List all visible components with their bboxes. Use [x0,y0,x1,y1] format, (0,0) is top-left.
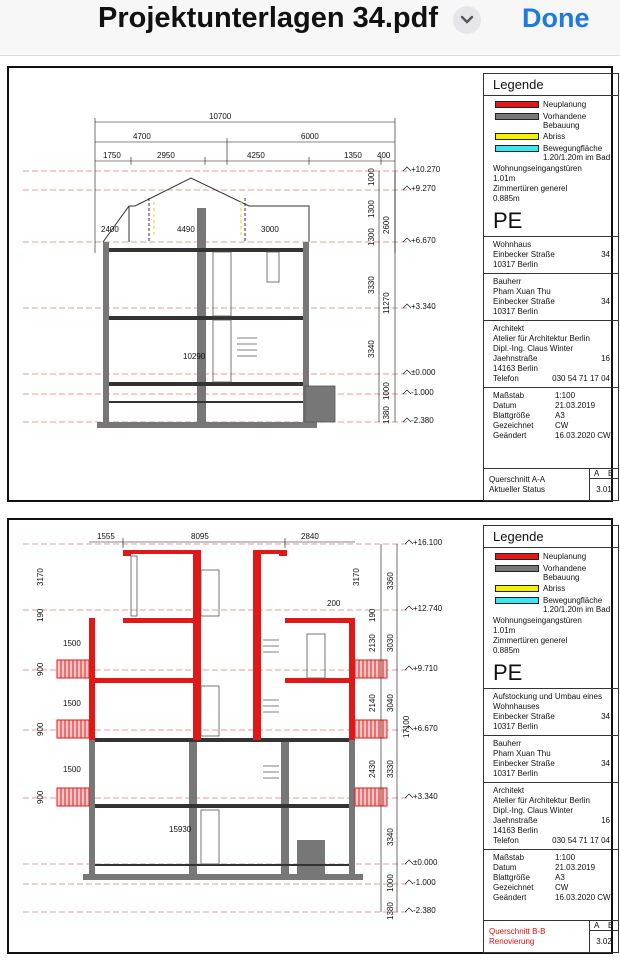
plan-meta-box: Maßstab 1:100 Datum 21.03.2019 Blattgröße A3 Gezeichnet CW Geändert 16.03.2020 CW [484,387,618,444]
svg-text:1380: 1380 [386,902,395,920]
legend-title: Legende [484,74,618,96]
dimension-label: 1300 [367,228,376,246]
drawing-sheet-section-b [7,518,613,954]
level-label: +9.270 [411,184,436,193]
dimension-label: 1555 [97,532,115,541]
legend-title: Legende [484,526,618,548]
level-label: -1.000 [411,388,434,397]
sheet-number: 3.02 [589,931,618,953]
legend-item: Bewegungfläche 1.20/1.20m im Bad [484,144,618,164]
dimension-label: 900 [36,662,45,676]
swatch-grey [495,113,539,120]
dimension-label: 900 [36,790,45,804]
chevron-down-icon [460,15,474,25]
dimension-label: 2600 [382,216,391,234]
sheet-name: Querschnitt B-B Renovierung [489,927,546,946]
title-block: Querschnitt B-B Renovierung A B 3.02 [484,920,618,952]
svg-text:200: 200 [327,599,341,608]
svg-text:3170: 3170 [352,568,361,586]
level-label: -1.000 [413,878,436,887]
dimension-label: 15930 [169,825,192,834]
swatch-yellow [495,133,539,140]
swatch-cyan [495,597,539,604]
level-label: -2.380 [413,906,436,915]
dimension-label: 2950 [157,151,175,160]
dimension-label: 3000 [261,225,279,234]
svg-text:3340: 3340 [386,828,395,846]
title-menu-button[interactable] [453,6,481,34]
pe-mark: PE [493,208,523,233]
level-label: +9.710 [413,664,438,673]
svg-text:3040: 3040 [386,694,395,712]
project-box: Aufstockung und Umbau eines Wohnhauses Einbecker Straße 34 10317 Berlin [484,688,618,735]
legend-item: Vorhandene Bebauung [484,112,618,132]
dimension-label: 4490 [177,225,195,234]
svg-text:3360: 3360 [386,572,395,590]
svg-text:1000: 1000 [386,874,395,892]
section-drawing-b-b [9,520,479,952]
dimension-label: 1000 [367,168,376,186]
level-label: +6.670 [413,724,438,733]
legend-item: Neuplanung [484,552,618,564]
dimension-label: 2400 [101,225,119,234]
dimension-label: 1380 [382,406,391,424]
dimension-label: 6000 [301,132,319,141]
pe-mark: PE [493,660,523,685]
dimension-label: 4700 [133,132,151,141]
dimension-label: 1000 [382,382,391,400]
legend-panel: Legende Neuplanung Vorhandene Bebauung Abriss Bewegungfläche 1.20/1.20m im Bad Wohnungseingangstüren 1.01m Zimmertüren generel 0.885m PE Aufstockung und Umbau eines Wohnhauses Einbecker Straße 34 10317 Berlin Bauherr Pham Xuan Thu Einbecker Straße 34 10317 Berlin Architekt Atelier für Architektur Berlin Dipl.-Ing. Claus Winter Jaehnstraße 16 14163 Berlin Telefon 030 54 71 17 04 Maßstab 1:100 Datum 21.03.2019 Blattgröße A3 Gezeichnet CW Geändert 16.03.2020 CW Querschnitt B-B Renovierung A B 3.02 [483,525,619,953]
dimension-label: 2840 [301,532,319,541]
swatch-cyan [495,145,539,152]
architekt-box: Architekt Atelier für Architektur Berlin Dipl.-Ing. Claus Winter Jaehnstraße 16 14163 Berlin Telefon 030 54 71 17 04 [484,782,618,849]
svg-text:190: 190 [368,608,377,622]
level-label: +16.100 [413,538,443,547]
dimension-label: 1350 [344,151,362,160]
svg-text:2140: 2140 [368,694,377,712]
dimension-label: 11270 [382,292,391,314]
swatch-yellow [495,585,539,592]
legend-panel: Legende Neuplanung Vorhandene Bebauung Abriss Bewegungfläche 1.20/1.20m im Bad Wohnungseingangstüren 1.01m Zimmertüren generel 0.885m PE Wohnhaus Einbecker Straße 34 10317 Berlin Bauherr Pham Xuan Thu Einbecker Straße 34 10317 Berlin Architekt Atelier für Architektur Berlin Dipl.-Ing. Claus Winter Jaehnstraße 16 14163 Berlin Telefon 030 54 71 17 04 Maßstab 1:100 Datum 21.03.2019 Blattgröße A3 Gezeichnet CW Geändert 16.03.2020 CW Querschnitt A-A Aktueller Status A B 3.01 [483,73,619,501]
done-button[interactable]: Done [522,3,590,33]
architekt-box: Architekt Atelier für Architektur Berlin Dipl.-Ing. Claus Winter Jaehnstraße 16 14163 Berlin Telefon 030 54 71 17 04 [484,320,618,387]
level-markers [403,165,441,425]
svg-text:3330: 3330 [386,760,395,778]
bauherr-box: Bauherr Pham Xuan Thu Einbecker Straße 34 10317 Berlin [484,273,618,320]
legend-item: Vorhandene Bebauung [484,564,618,584]
dimension-label: 3170 [36,568,45,586]
legend-item: Abriss [484,584,618,596]
legend-item: Bewegungfläche 1.20/1.20m im Bad [484,596,618,616]
sheet-number: 3.01 [589,479,618,501]
svg-text:3030: 3030 [386,634,395,652]
section-drawing-a-a [9,68,479,500]
level-label: -2.380 [411,416,434,425]
project-box: Wohnhaus Einbecker Straße 34 10317 Berlin [484,236,618,273]
swatch-grey [495,565,539,572]
swatch-red [495,553,539,560]
dimension-label: 190 [36,608,45,622]
level-label: ±0.000 [413,858,438,867]
sheet-name: Querschnitt A-A Aktueller Status [489,475,546,494]
level-label: +12.740 [413,604,443,613]
navigation-bar [0,0,620,56]
dimension-label: 1500 [63,765,81,774]
dimension-label: 10290 [183,352,206,361]
title-block: Querschnitt A-A Aktueller Status A B 3.01 [484,468,618,500]
dimension-label: 400 [377,151,391,160]
dimension-label: 1500 [63,699,81,708]
dimension-label: 3340 [367,340,376,358]
svg-text:2130: 2130 [368,634,377,652]
level-label: +10.270 [411,165,441,174]
legend-item: Neuplanung [484,100,618,112]
dimension-label: 1300 [367,200,376,218]
dimension-label: 1750 [103,151,121,160]
dimension-label: 900 [36,722,45,736]
swatch-red [495,101,539,108]
level-label: ±0.000 [411,368,436,377]
dimension-label: 3330 [367,276,376,294]
dimension-label: 1500 [63,639,81,648]
svg-text:2430: 2430 [368,760,377,778]
level-label: +3.340 [411,302,436,311]
dimension-label: 10700 [209,112,232,121]
dimension-label: 4250 [247,151,265,160]
plan-meta-box: Maßstab 1:100 Datum 21.03.2019 Blattgröße A3 Gezeichnet CW Geändert 16.03.2020 CW [484,849,618,906]
level-label: +6.670 [411,236,436,245]
document-title[interactable]: Projektunterlagen 34.pdf [98,2,439,34]
drawing-sheet-section-a [7,66,613,502]
level-label: +3.340 [413,792,438,801]
svg-text:17100: 17100 [402,715,411,738]
bauherr-box: Bauherr Pham Xuan Thu Einbecker Straße 34 10317 Berlin [484,735,618,782]
dimension-label: 8095 [191,532,209,541]
legend-item: Abriss [484,132,618,144]
